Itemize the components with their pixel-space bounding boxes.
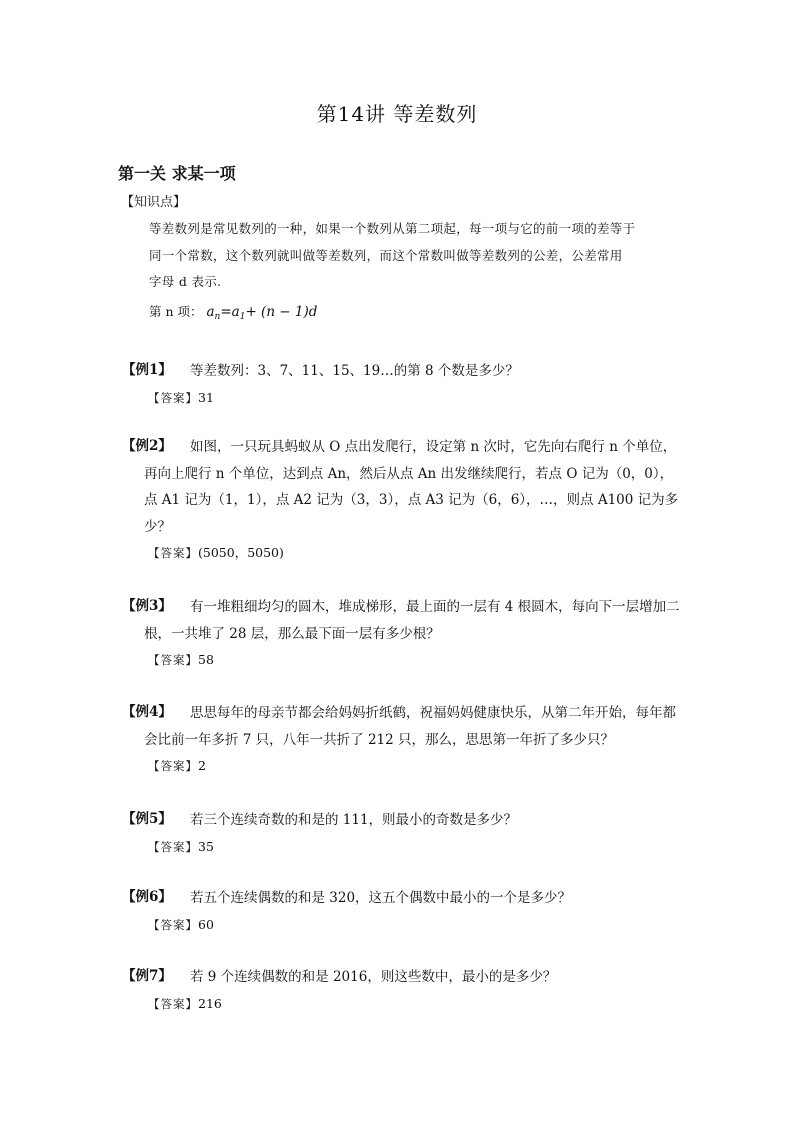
example-label: 【例4】: [122, 704, 172, 720]
example-label: 【例7】: [122, 968, 172, 984]
knowledge-line: 同一个常数，这个数列就叫做等差数列，而这个常数叫做等差数列的公差，公差常用: [149, 247, 623, 263]
example-2: [122, 434, 682, 564]
page-title: 第14讲 等差数列: [316, 102, 478, 126]
answer-value: 31: [198, 389, 214, 405]
example-answer: [148, 755, 682, 777]
answer-label: 【答案】: [148, 546, 198, 560]
example-answer: [148, 993, 682, 1015]
example-question: 如图，一只玩具蚂蚁从 O 点出发爬行，设定第 n 次时，它先向右爬行 n 个单位，再向上爬行 n 个单位，达到点 An，然后从点 An 出发继续爬行，若点 O 记为（0，0），点 A1 记为（1，1），点 A2 记为（3，3），点 A3 记为（6，6），…，则点 A100 记为多少？: [144, 439, 679, 535]
answer-label: 【答案】: [148, 759, 198, 773]
example-6: [122, 885, 682, 936]
answer-label: 【答案】: [148, 917, 198, 932]
answer-label: 【答案】: [148, 390, 198, 405]
answer-value: 216: [198, 995, 222, 1011]
answer-value: 35: [198, 838, 214, 854]
knowledge-point-text: [149, 216, 689, 296]
example-label: 【例6】: [122, 889, 172, 905]
answer-value: (5050，5050): [198, 545, 284, 560]
example-answer: [148, 649, 682, 671]
example-label: 【例1】: [122, 362, 172, 378]
answer-value: 2: [198, 758, 206, 773]
answer-label: 【答案】: [148, 839, 198, 854]
formula-expression: $a_n=a_1+ (n - 1)d$: [206, 304, 318, 322]
example-4: [122, 700, 682, 777]
formula-label: 第 n 项：: [149, 304, 203, 319]
example-question: 若五个连续偶数的和是 320，这五个偶数中最小的一个是多少？: [190, 890, 572, 906]
example-question: 思思每年的母亲节都会给妈妈折纸鹤，祝福妈妈健康快乐，从第二年开始，每年都会比前一年多折 7 只，八年一共折了 212 只，那么，思思第一年折了多少只？: [144, 705, 676, 748]
answer-value: 60: [198, 916, 214, 932]
knowledge-line: 等差数列是常见数列的一种，如果一个数列从第二项起，每一项与它的前一项的差等于: [149, 221, 636, 236]
answer-label: 【答案】: [148, 653, 198, 667]
example-label: 【例5】: [122, 811, 172, 827]
example-label: 【例3】: [122, 598, 172, 614]
example-answer: [148, 836, 682, 858]
section-heading: 第一关 求某一项: [118, 164, 236, 183]
example-label: 【例2】: [122, 438, 172, 454]
example-3: [122, 594, 682, 671]
example-1: [122, 358, 682, 409]
example-question: 若三个连续奇数的和是的 111，则最小的奇数是多少？: [190, 812, 518, 828]
nth-term-formula: [149, 302, 317, 322]
answer-label: 【答案】: [148, 996, 198, 1011]
answer-value: 58: [198, 652, 214, 667]
example-question: 有一堆粗细均匀的圆木，堆成梯形，最上面的一层有 4 根圆木，每向下一层增加二根，一共堆了 28 层，那么最下面一层有多少根？: [144, 599, 680, 642]
example-7: [122, 964, 682, 1015]
knowledge-line: 字母 d 表示.: [149, 274, 222, 289]
example-answer: [148, 542, 682, 564]
example-answer: [148, 387, 682, 409]
knowledge-point-label: 【知识点】: [121, 195, 187, 210]
example-question: 等差数列：3、7、11、15、19…的第 8 个数是多少？: [190, 363, 519, 379]
example-question: 若 9 个连续偶数的和是 2016，则这些数中，最小的是多少？: [190, 969, 557, 985]
example-5: [122, 807, 682, 858]
example-answer: [148, 914, 682, 936]
